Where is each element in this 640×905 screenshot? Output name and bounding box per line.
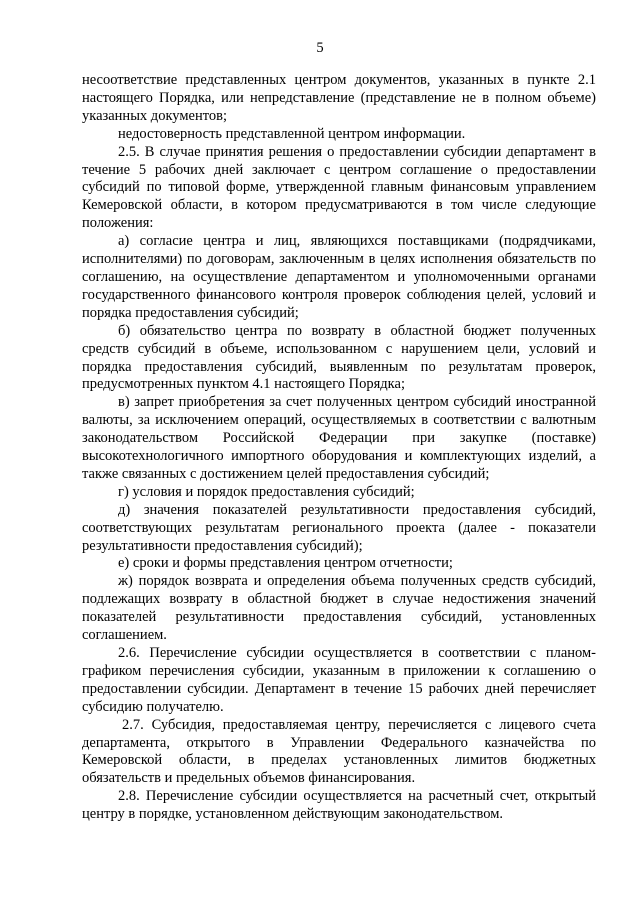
paragraph-2-5: 2.5. В случае принятия решения о предоставлении субсидии департамент в течение 5 рабочих дней заключает с центром соглашение о предоставлении субсидий по типовой форме, утвержденной главным финансовым управлением Кемеровской области, в котором предусматриваются в том числе следующие положения: [82, 143, 596, 232]
paragraph-item-e: е) сроки и формы представления центром отчетности; [118, 555, 453, 572]
paragraph-unreliable-info: недостоверность представленной центром информации. [118, 125, 466, 142]
paragraph-2-8: 2.8. Перечисление субсидии осуществляется на расчетный счет, открытый центру в порядке, установленном действующим законодательством. [82, 788, 596, 823]
paragraph-item-b: б) обязательство центра по возврату в областной бюджет полученных средств субсидий в объеме, использованном с нарушением цели, условий и порядка предоставления субсидий, выявленным по результатам проверок, предусмотренных пунктом 4.1 настоящего Порядка; [82, 322, 596, 393]
page-number: 5 [316, 40, 324, 56]
document-body [82, 72, 596, 824]
paragraph-item-zh: ж) порядок возврата и определения объема полученных средств субсидий, подлежащих возврату в областной бюджет в случае недостижения значений показателей результативности предоставления субсидий, установленных соглашением. [82, 573, 596, 644]
paragraph-nonconformity: несоответствие представленных центром документов, указанных в пункте 2.1 настоящего Порядка, или непредставление (представление не в полном объеме) указанных документов; [82, 72, 596, 124]
paragraph-item-g: г) условия и порядок предоставления субсидий; [118, 483, 415, 500]
paragraph-item-d: д) значения показателей результативности предоставления субсидий, соответствующих результатам регионального проекта (далее - показатели результативности предоставления субсидий); [82, 501, 596, 554]
paragraph-2-6: 2.6. Перечисление субсидии осуществляется в соответствии с планом-графиком перечисления субсидии, указанным в приложении к соглашению о предоставлении субсидии. Департамент в течение 15 рабочих дней перечисляет субсидию получателю. [82, 645, 596, 715]
paragraph-2-7: 2.7. Субсидия, предоставляемая центру, перечисляется с лицевого счета департамента, открытого в Управлении Федерального казначейства по Кемеровской области, в пределах установленных лимитов бюджетных обязательств и предельных объемов финансирования. [82, 716, 596, 787]
paragraph-item-a: а) согласие центра и лиц, являющихся поставщиками (подрядчиками, исполнителями) по договорам, заключенным в целях исполнения обязательств по соглашению, на осуществление департаментом и уполномоченными органами государственного финансового контроля проверок соблюдения целей, условий и порядка предоставления субсидий; [82, 233, 596, 321]
paragraph-item-v: в) запрет приобретения за счет полученных центром субсидий иностранной валюты, за исключением операций, осуществляемых в соответствии с валютным законодательством Российской Федерации при закупке (поставке) высокотехнологичного импортного оборудования и комплектующих изделий, а также связанных с достижением целей предоставления субсидий; [82, 394, 596, 482]
